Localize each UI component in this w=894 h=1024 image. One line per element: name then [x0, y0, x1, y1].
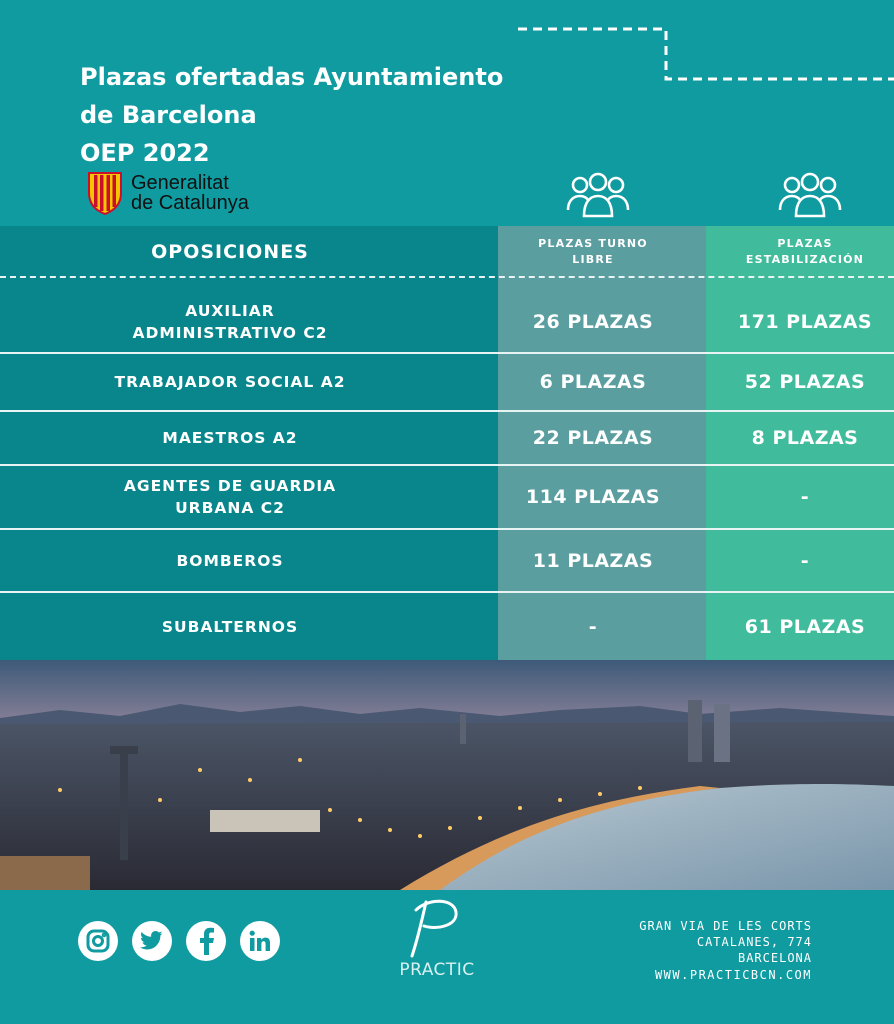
- brand-name: PRACTIC: [399, 960, 475, 980]
- linkedin-icon[interactable]: [240, 921, 280, 961]
- logo-text-line-2: de Catalunya: [131, 192, 249, 214]
- table-row-name: [60, 292, 400, 352]
- barcelona-skyline-photo: [0, 660, 894, 890]
- column-header-estabilizacion-line-1: PLAZAS: [777, 237, 833, 250]
- table-cell-estabilizacion: 61 PLAZAS: [744, 615, 866, 638]
- address-line: CATALANES, 774: [696, 935, 812, 949]
- logo-text-line-1: Generalitat: [131, 172, 229, 194]
- row-name-line: URBANA C2: [175, 499, 285, 517]
- table-cell-estabilizacion: -: [800, 549, 810, 572]
- generalitat-logo: [87, 171, 277, 217]
- people-group-icon: [566, 172, 630, 218]
- table-cell-turno-libre: 26 PLAZAS: [532, 311, 654, 333]
- table-cell-estabilizacion: -: [800, 486, 810, 508]
- instagram-icon[interactable]: [78, 921, 118, 961]
- column-header-turno-libre-line-2: LIBRE: [572, 253, 614, 266]
- logo-text: [131, 173, 249, 213]
- table-row-name: MAESTROS A2: [162, 429, 298, 447]
- address-line: BARCELONA: [737, 951, 812, 965]
- title-line-1: Plazas ofertadas Ayuntamiento: [80, 63, 504, 91]
- table-row-name: BOMBEROS: [176, 551, 284, 570]
- address: [590, 918, 812, 966]
- page-title: [80, 58, 503, 172]
- title-line-3: OEP 2022: [80, 139, 210, 167]
- row-name-line: ADMINISTRATIVO C2: [132, 324, 328, 342]
- table-cell-estabilizacion: 8 PLAZAS: [751, 427, 859, 449]
- column-header-oposiciones: OPOSICIONES: [151, 241, 309, 263]
- address-line: GRAN VIA DE LES CORTS: [639, 919, 812, 933]
- table-cell-turno-libre: 11 PLAZAS: [532, 549, 654, 572]
- table-cell-turno-libre: 6 PLAZAS: [539, 371, 647, 393]
- column-header-estabilizacion-line-2: ESTABILIZACIÓN: [745, 253, 865, 266]
- website-link[interactable]: WWW.PRACTICBCN.COM: [654, 968, 812, 982]
- row-name-line: AGENTES DE GUARDIA: [123, 477, 337, 495]
- facebook-icon[interactable]: [186, 921, 226, 961]
- people-group-icon: [778, 172, 842, 218]
- twitter-icon[interactable]: [132, 921, 172, 961]
- practic-logo-icon: [402, 896, 472, 960]
- table-cell-turno-libre: -: [588, 615, 598, 638]
- table-cell-estabilizacion: 52 PLAZAS: [744, 371, 866, 393]
- column-header-estabilizacion: [706, 232, 894, 272]
- row-name-line: AUXILIAR: [185, 302, 275, 320]
- table-cell-turno-libre: 22 PLAZAS: [532, 427, 654, 449]
- table-row-name: TRABAJADOR SOCIAL A2: [114, 373, 346, 391]
- table-cell-estabilizacion: 171 PLAZAS: [737, 311, 873, 333]
- table-cell-turno-libre: 114 PLAZAS: [525, 486, 661, 508]
- column-header-turno-libre: [498, 232, 688, 272]
- table-row-name: [60, 466, 400, 528]
- dashed-line-decoration: [516, 20, 894, 90]
- table-row-name: SUBALTERNOS: [161, 617, 299, 636]
- title-line-2: de Barcelona: [80, 101, 257, 129]
- vacancies-table: [0, 226, 894, 660]
- column-header-turno-libre-line-1: PLAZAS TURNO: [538, 237, 648, 250]
- senyera-shield-icon: [87, 171, 123, 215]
